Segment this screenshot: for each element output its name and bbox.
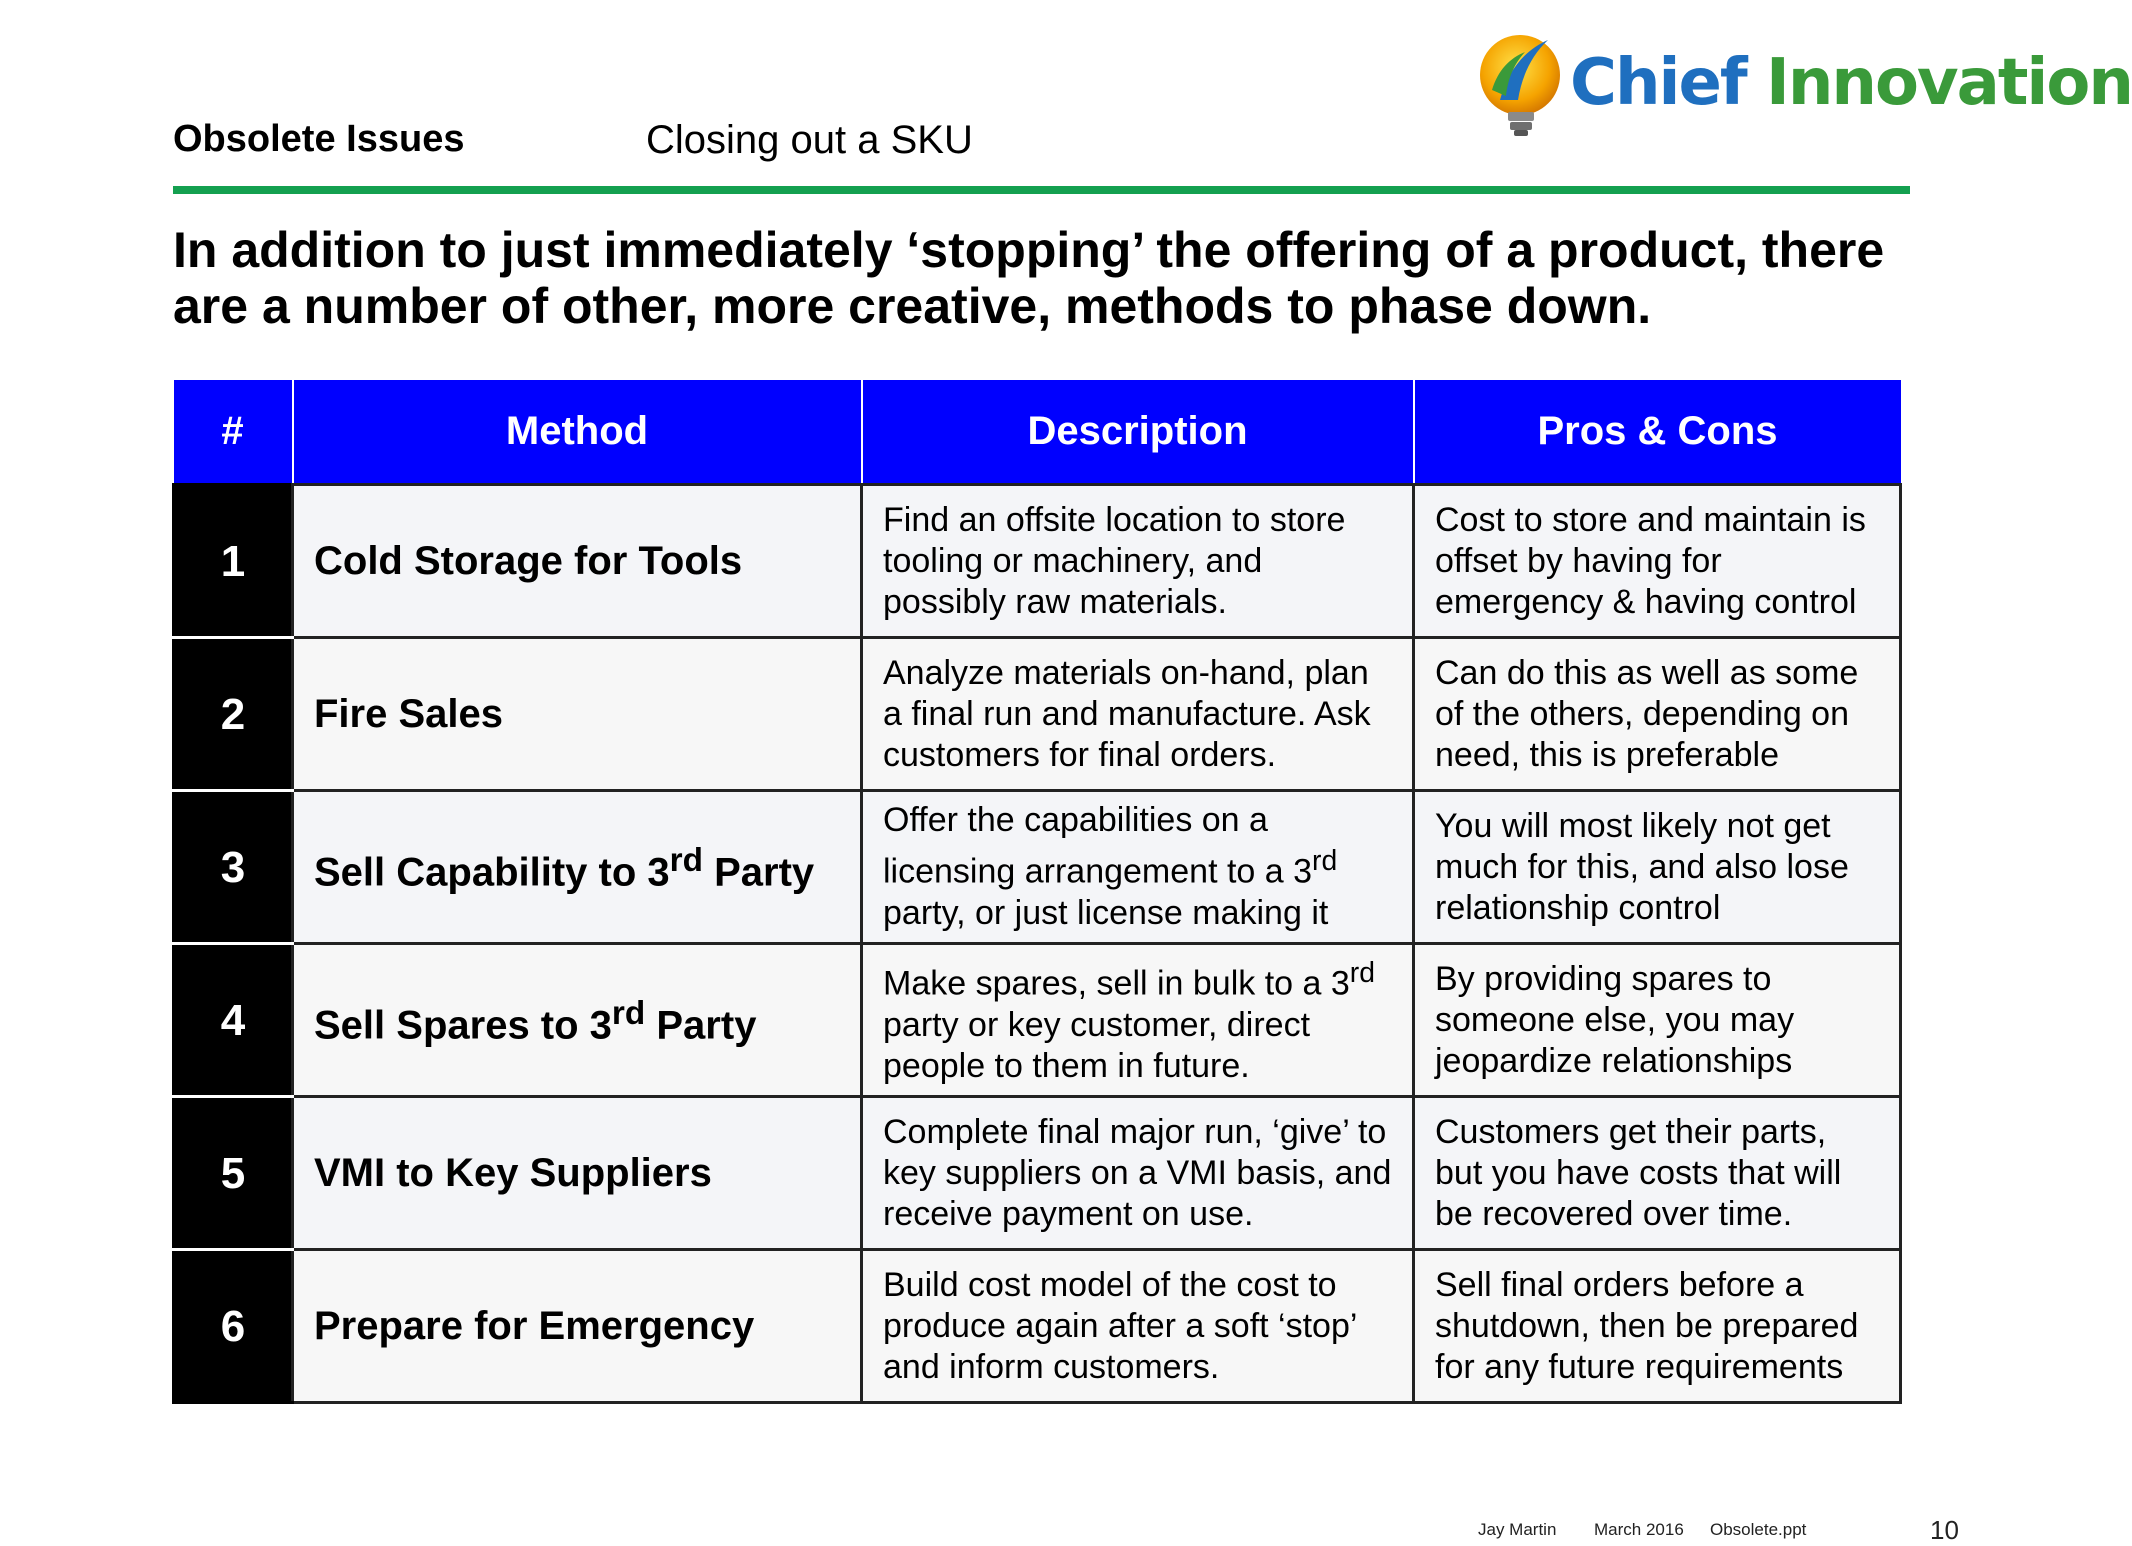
table-header-row (174, 380, 1901, 485)
method-text: Sell Capability to 3 (314, 850, 670, 895)
column-header-method: Method (293, 380, 862, 485)
row-method: Fire Sales (293, 638, 862, 791)
footer-date: March 2016 (1594, 1520, 1684, 1539)
row-method: Cold Storage for Tools (293, 485, 862, 638)
footer-author: Jay Martin (1478, 1520, 1557, 1539)
logo-word-innovation: Innovation (1766, 46, 2132, 120)
logo-wordmark (1570, 46, 2132, 120)
row-pros-cons: Customers get their parts, but you have costs that will be recovered over time. (1414, 1097, 1901, 1250)
description-text-end: party or key customer, direct people to them in future. (883, 1005, 1311, 1085)
method-superscript: rd (611, 995, 646, 1033)
row-description: Complete final major run, ‘give’ to key suppliers on a VMI basis, and receive payment on use. (862, 1097, 1414, 1250)
row-pros-cons: Can do this as well as some of the others, depending on need, this is preferable (1414, 638, 1901, 791)
table-row (174, 944, 1901, 1097)
row-number: 4 (174, 944, 293, 1097)
slide-headline: In addition to just immediately ‘stopping’ the offering of a product, there are a number of other, more creative, methods to phase down. (173, 222, 1885, 334)
description-superscript: rd (1349, 957, 1375, 990)
table-row (174, 1097, 1901, 1250)
description-text-end: party, or just license making it (883, 893, 1329, 932)
row-method (293, 791, 862, 944)
row-pros-cons: You will most likely not get much for this, and also lose relationship control (1414, 791, 1901, 944)
logo-word-chief: Chief (1570, 46, 1746, 120)
method-superscript: rd (669, 842, 703, 880)
chief-innovation-logo (1470, 30, 2132, 140)
row-method: VMI to Key Suppliers (293, 1097, 862, 1250)
row-number: 6 (174, 1250, 293, 1403)
row-number: 5 (174, 1097, 293, 1250)
column-header-pros-cons: Pros & Cons (1414, 380, 1901, 485)
row-number: 1 (174, 485, 293, 638)
section-title: Obsolete Issues (173, 118, 465, 160)
row-method (293, 944, 862, 1097)
row-description (862, 791, 1414, 944)
footer-filename: Obsolete.ppt (1710, 1520, 1807, 1539)
row-method: Prepare for Emergency (293, 1250, 862, 1403)
methods-table (172, 380, 1902, 1404)
table-row (174, 638, 1901, 791)
table-row (174, 1250, 1901, 1403)
method-text: Sell Spares to 3 (314, 1003, 612, 1048)
table-row (174, 485, 1901, 638)
description-text: Offer the capabilities on a licensing arrangement to a 3 (883, 801, 1313, 891)
row-number: 2 (174, 638, 293, 791)
method-text-end: Party (703, 850, 815, 895)
row-number: 3 (174, 791, 293, 944)
row-description: Build cost model of the cost to produce again after a soft ‘stop’ and inform customers. (862, 1250, 1414, 1403)
description-superscript: rd (1312, 845, 1338, 878)
description-text: Make spares, sell in bulk to a 3 (883, 964, 1350, 1003)
column-header-number: # (174, 380, 293, 485)
row-pros-cons: By providing spares to someone else, you may jeopardize relationships (1414, 944, 1901, 1097)
row-description: Find an offsite location to store tooling or machinery, and possibly raw materials. (862, 485, 1414, 638)
page-number: 10 (1930, 1515, 1959, 1545)
method-text-end: Party (645, 1003, 757, 1048)
slide-subtitle: Closing out a SKU (646, 118, 973, 162)
table-row (174, 791, 1901, 944)
lightbulb-icon (1470, 30, 1570, 140)
row-pros-cons: Sell final orders before a shutdown, then be prepared for any future requirements (1414, 1250, 1901, 1403)
row-pros-cons: Cost to store and maintain is offset by having for emergency & having control (1414, 485, 1901, 638)
header-divider (173, 186, 1910, 194)
column-header-description: Description (862, 380, 1414, 485)
row-description (862, 944, 1414, 1097)
row-description: Analyze materials on-hand, plan a final run and manufacture. Ask customers for final orders. (862, 638, 1414, 791)
